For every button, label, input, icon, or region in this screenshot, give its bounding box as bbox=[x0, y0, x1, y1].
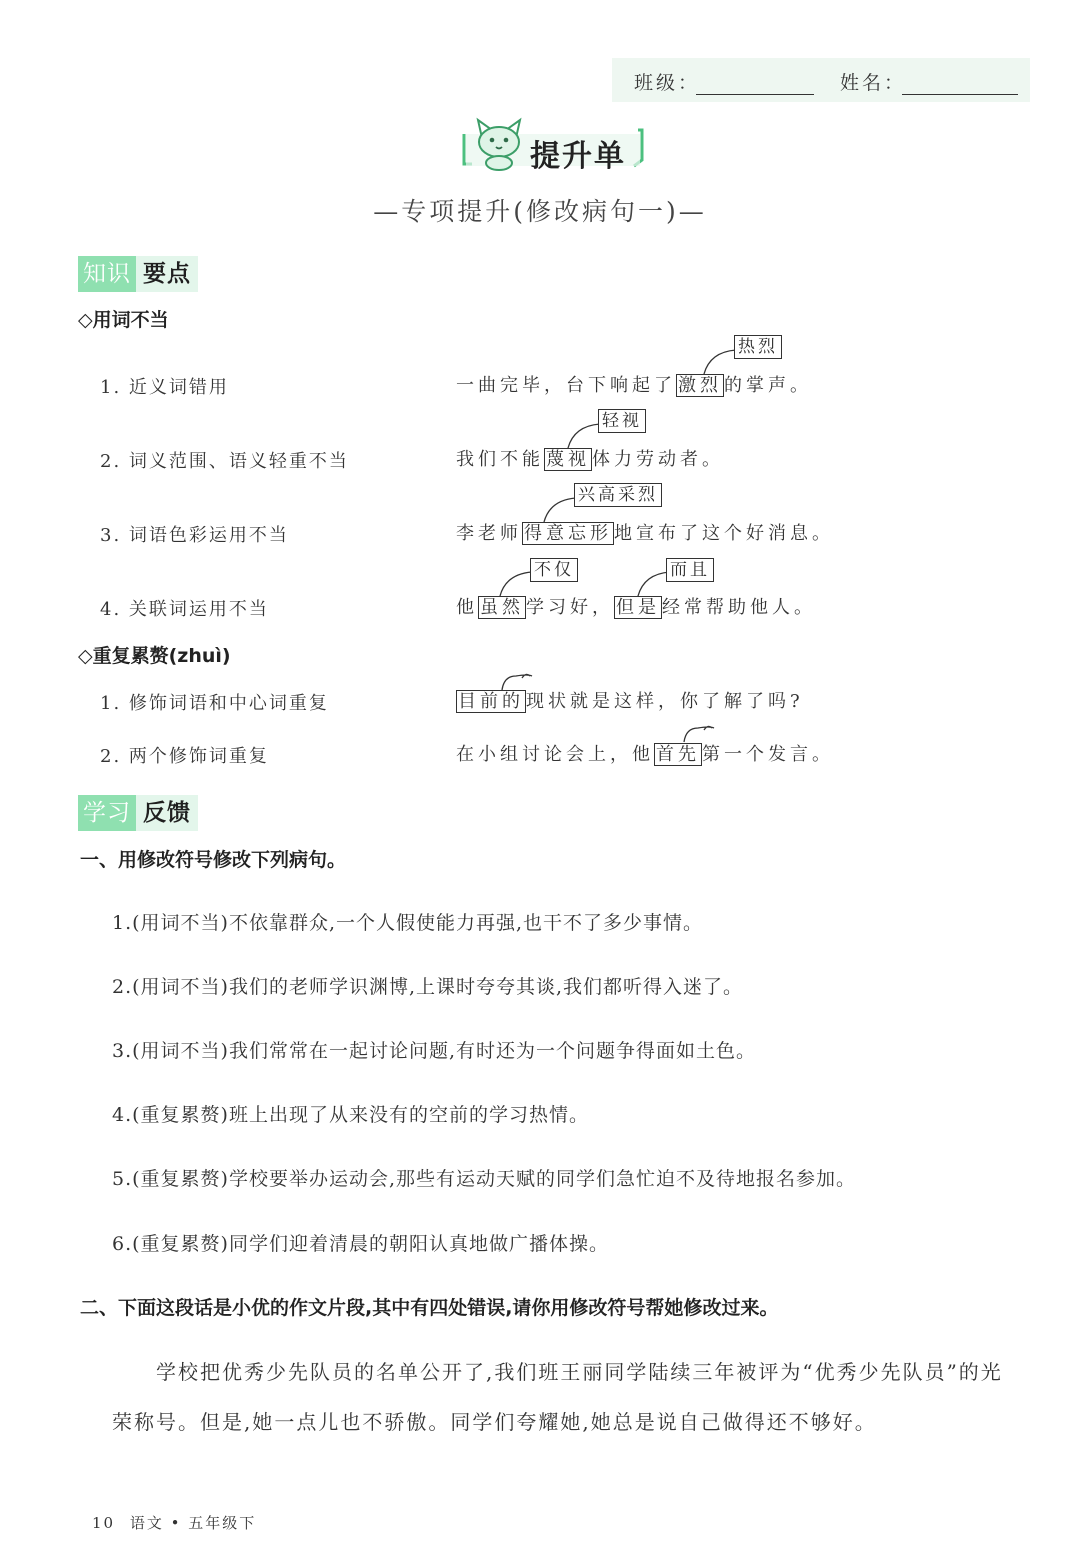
example-post: 现状就是这样，你了解了吗? bbox=[526, 691, 804, 712]
class-field-line[interactable] bbox=[696, 94, 814, 95]
feedback-tab bbox=[78, 795, 198, 831]
rule-label: 2. 两个修饰词重复 bbox=[100, 746, 269, 767]
class-label: 班级： bbox=[634, 72, 701, 94]
rule-label: 2. 词义范围、语义轻重不当 bbox=[100, 451, 349, 472]
example-mid: 学习好， bbox=[526, 597, 614, 618]
correction-word: 兴高采烈 bbox=[574, 483, 662, 507]
rule-label: 4. 关联词运用不当 bbox=[100, 599, 269, 620]
knowledge-tab-light: 知识 bbox=[78, 256, 136, 292]
example-post: 第一个发言。 bbox=[702, 744, 834, 765]
feedback-tab-light: 学习 bbox=[78, 795, 136, 831]
passage-line-1: 学校把优秀少先队员的名单公开了,我们班王丽同学陆续三年被评为“优秀少先队员”的光 bbox=[156, 1360, 1003, 1384]
example-boxed-word: 得意忘形 bbox=[524, 523, 612, 544]
correction-word: 不仅 bbox=[530, 558, 578, 582]
cat-mascot-icon bbox=[468, 116, 530, 172]
question2-heading: 二、下面这段话是小优的作文片段,其中有四处错误,请你用修改符号帮她修改过来。 bbox=[80, 1297, 779, 1319]
correction-word: 轻视 bbox=[598, 409, 646, 433]
example-pre: 一曲完毕，台下响起了 bbox=[456, 375, 676, 396]
question-item: 6.(重复累赘)同学们迎着清晨的朝阳认真地做广播体操。 bbox=[112, 1233, 609, 1255]
page-number: 10 bbox=[92, 1514, 116, 1532]
correction-word-2: 而且 bbox=[666, 558, 714, 582]
example-post: 经常帮助他人。 bbox=[662, 597, 816, 618]
passage-line-2: 荣称号。但是,她一点儿也不骄傲。同学们夸耀她,她总是说自己做得还不够好。 bbox=[112, 1410, 877, 1434]
page-title: 提升单 bbox=[530, 139, 626, 174]
name-label: 姓名： bbox=[840, 72, 907, 94]
rule-label: 3. 词语色彩运用不当 bbox=[100, 525, 289, 546]
example-sentence bbox=[456, 371, 812, 397]
example-post: 地宣布了这个好消息。 bbox=[614, 523, 834, 544]
delete-mark-icon bbox=[680, 722, 720, 744]
question-item: 2.(用词不当)我们的老师学识渊博,上课时夸夸其谈,我们都听得入迷了。 bbox=[112, 976, 744, 998]
example-sentence bbox=[456, 519, 834, 545]
example-boxed-word-2: 但是 bbox=[616, 597, 660, 618]
correction-word: 热烈 bbox=[734, 335, 782, 359]
rule-label: 1. 修饰词语和中心词重复 bbox=[100, 693, 329, 714]
question-item: 3.(用词不当)我们常常在一起讨论问题,有时还为一个问题争得面如土色。 bbox=[112, 1040, 756, 1062]
knowledge-tab-dark: 要点 bbox=[136, 256, 198, 292]
group1-heading: ◇用词不当 bbox=[78, 309, 169, 331]
example-pre: 李老师 bbox=[456, 523, 522, 544]
example-sentence bbox=[456, 740, 834, 766]
page-footer bbox=[92, 1512, 256, 1533]
example-pre: 在小组讨论会上，他 bbox=[456, 744, 654, 765]
example-post: 的掌声。 bbox=[724, 375, 812, 396]
page-subtitle: —专项提升(修改病句一)— bbox=[373, 197, 707, 226]
example-boxed-word: 激烈 bbox=[678, 375, 722, 396]
name-field-line[interactable] bbox=[902, 94, 1018, 95]
example-pre: 我们不能 bbox=[456, 449, 544, 470]
delete-mark-icon bbox=[498, 670, 538, 692]
example-boxed-word: 蔑视 bbox=[546, 449, 590, 470]
rule-label: 1. 近义词错用 bbox=[100, 377, 229, 398]
question1-heading: 一、用修改符号修改下列病句。 bbox=[80, 849, 347, 871]
example-boxed-word: 虽然 bbox=[480, 597, 524, 618]
example-post: 体力劳动者。 bbox=[592, 449, 724, 470]
question-item: 4.(重复累赘)班上出现了从来没有的空前的学习热情。 bbox=[112, 1104, 589, 1126]
question-item: 1.(用词不当)不依靠群众,一个人假使能力再强,也干不了多少事情。 bbox=[112, 912, 704, 934]
group2-heading: ◇重复累赘(zhuì) bbox=[78, 645, 231, 667]
question-item: 5.(重复累赘)学校要举办运动会,那些有运动天赋的同学们急忙迫不及待地报名参加。 bbox=[112, 1168, 856, 1190]
footer-subject: 语文 • 五年级下 bbox=[129, 1514, 257, 1532]
knowledge-tab bbox=[78, 256, 198, 292]
example-pre: 他 bbox=[456, 597, 478, 618]
feedback-tab-dark: 反馈 bbox=[136, 795, 198, 831]
example-boxed-word: 首先 bbox=[656, 744, 700, 765]
example-boxed-word: 目前的 bbox=[458, 691, 524, 712]
